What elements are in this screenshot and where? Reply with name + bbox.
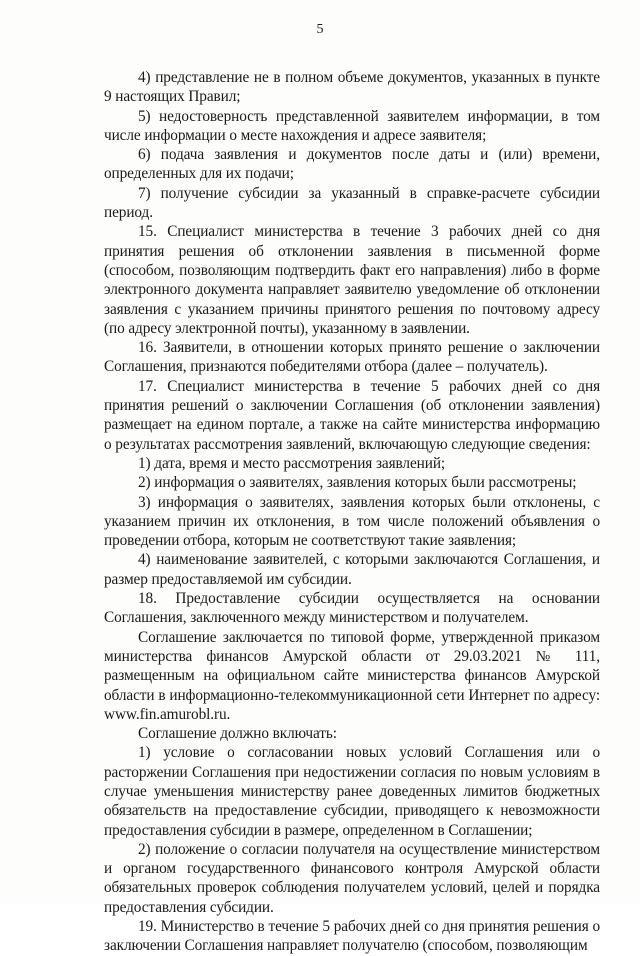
paragraph-4: 7) получение субсидии за указанный в справке-расчете субсидии период. <box>104 184 600 222</box>
paragraph-7: 17. Специалист министерства в течение 5 рабочих дней со дня принятия решений о заключении Соглашения (об отклонении заявления) размещает на едином портале, а также на сайте министерства информацию о результатах рассмотрения заявлений, включающую следующие сведения: <box>104 377 600 453</box>
paragraph-13: Соглашение заключается по типовой форме, утвержденной приказом министерства финансов Амурской области от 29.03.2021 № 111, размещенным на официальном сайте министерства финансов Амурской области в информационно-телекоммуникационной сети Интернет по адресу: www.fin.amurobl.ru. <box>104 628 600 723</box>
paragraph-14: Соглашение должно включать: <box>138 725 337 743</box>
paragraph-12: 18. Предоставление субсидии осуществляется на основании Соглашения, заключенного между министерством и получателем. <box>104 590 600 627</box>
paragraph-10: 3) информация о заявителях, заявления которых были отклонены, с указанием причин их отклонения, в том числе положений объявления о проведении отбора, которым не соответствуют такие заявления; <box>104 493 600 550</box>
paragraph-15: 1) условие о согласовании новых условий Соглашения или о расторжении Соглашения при недостижении согласия по новым условиям в случае уменьшения министерству ранее доведенных лимитов бюджетных обязательств на предоставление субсидии, приводящего к невозможности предоставления субсидии в размере, определенном в Соглашении; <box>104 744 600 839</box>
paragraph-3: 6) подача заявления и документов после даты и (или) времени, определенных для их подачи; <box>104 146 600 183</box>
paragraph-17: 19. Министерство в течение 5 рабочих дней со дня принятия решения о заключении Соглашения направляет получателю (способом, позволяющим <box>104 918 600 955</box>
paragraph-8: 1) дата, время и место рассмотрения заявлений; <box>138 454 446 472</box>
paragraph-5: 15. Специалист министерства в течение 3 рабочих дней со дня принятия решения об отклонении заявления в письменной форме (способом, позволяющим подтвердить факт его направления) либо в форме электронного документа направляет заявителю уведомление об отклонении заявления с указанием причины принятого решения по почтовому адресу (по адресу электронной почты), указанному в заявлении. <box>104 223 600 337</box>
paragraph-9: 2) информация о заявителях, заявления которых были рассмотрены; <box>138 474 577 492</box>
paragraph-6: 16. Заявители, в отношении которых принято решение о заключении Соглашения, признаются победителями отбора (далее – получатель). <box>104 339 600 376</box>
paragraph-1: 4) представление не в полном объеме документов, указанных в пункте 9 настоящих Правил; <box>104 69 600 106</box>
page-number: 5 <box>316 22 324 37</box>
paragraph-16: 2) положение о согласии получателя на осуществление министерством и органом государственного финансового контроля Амурской области обязательных проверок соблюдения получателем условий, целей и порядка предоставления субсидии. <box>104 840 600 916</box>
document-body <box>104 68 600 956</box>
paragraph-11: 4) наименование заявителей, с которыми заключаются Соглашения, и размер предоставляемой им субсидии. <box>104 551 600 588</box>
paragraph-2: 5) недостоверность представленной заявителем информации, в том числе информации о месте нахождения и адресе заявителя; <box>104 107 600 144</box>
